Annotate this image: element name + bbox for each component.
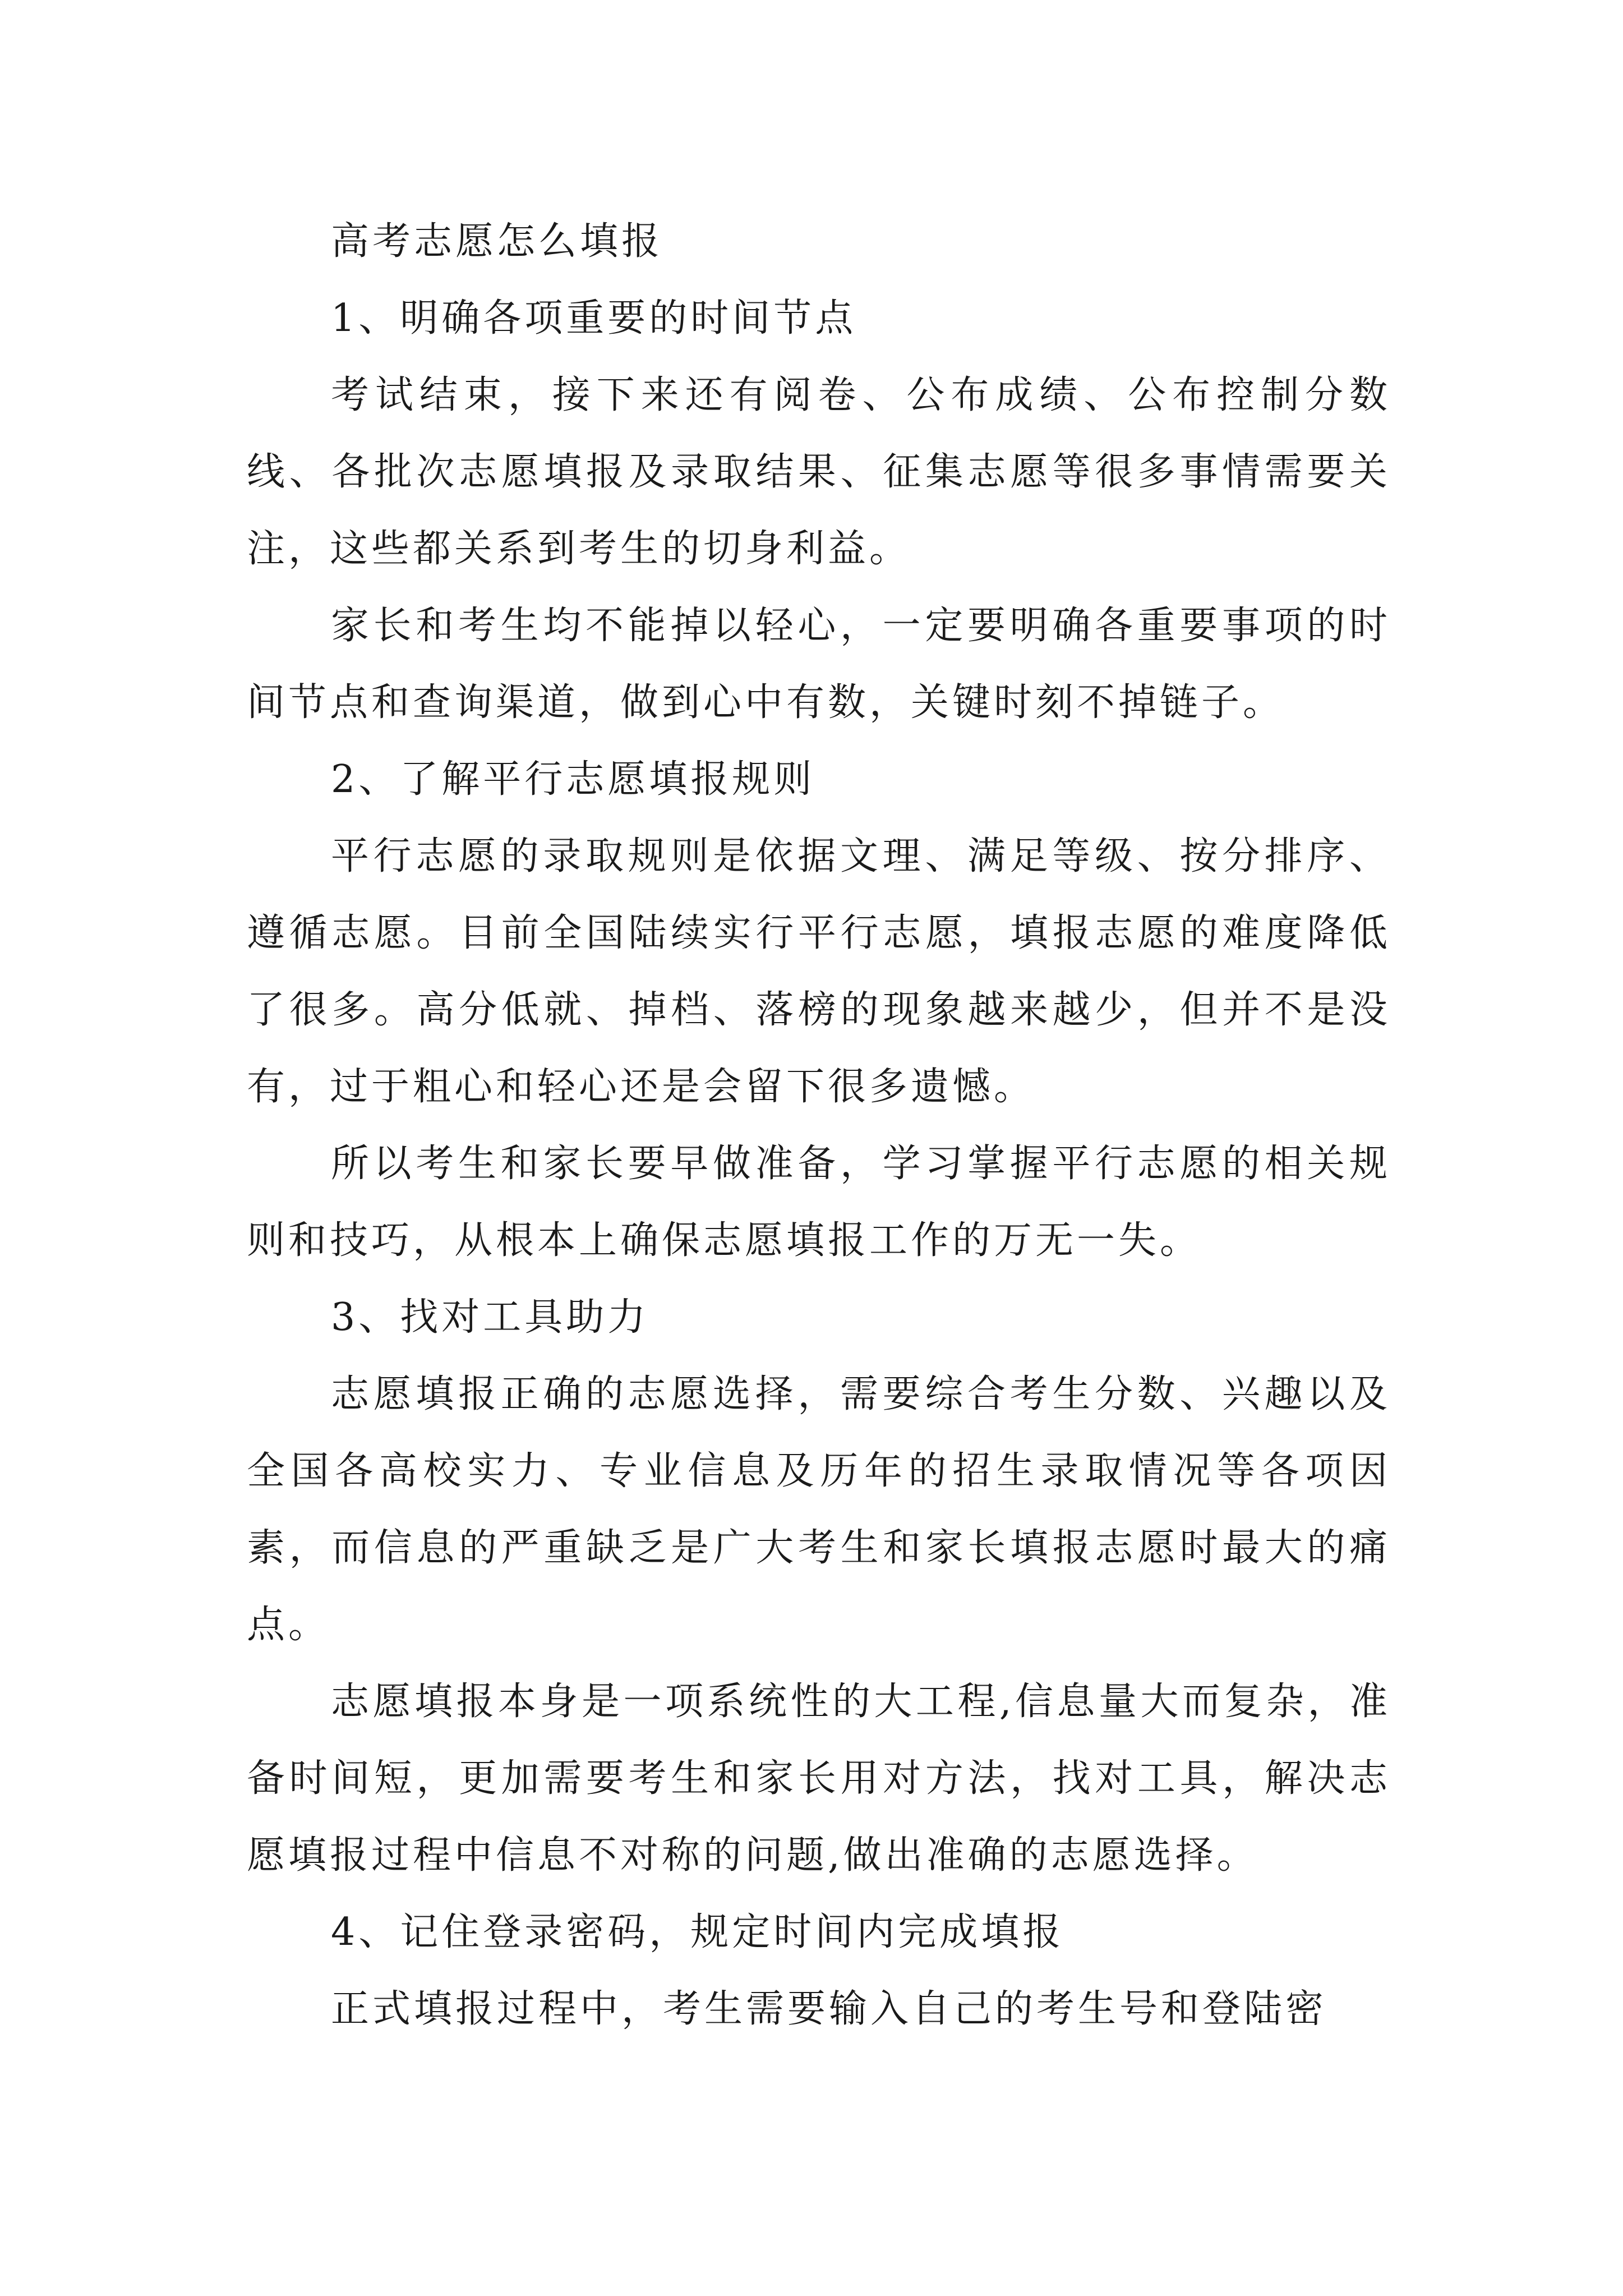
document-body <box>247 203 1391 2047</box>
paragraph: 家长和考生均不能掉以轻心，一定要明确各重要事项的时间节点和查询渠道，做到心中有数，关键时刻不掉链子。 <box>247 604 1391 725</box>
section-heading-4: 4、记住登录密码，规定时间内完成填报 <box>331 1910 1064 1954</box>
section-heading-1: 1、明确各项重要的时间节点 <box>331 296 857 341</box>
paragraph: 志愿填报本身是一项系统性的大工程,信息量大而复杂，准备时间短，更加需要考生和家长用对方法，找对工具，解决志愿填报过程中信息不对称的问题,做出准确的志愿选择。 <box>247 1680 1391 1878</box>
paragraph: 平行志愿的录取规则是依据文理、满足等级、按分排序、遵循志愿。目前全国陆续实行平行志愿，填报志愿的难度降低了很多。高分低就、掉档、落榜的现象越来越少，但并不是没有，过于粗心和轻心还是会留下很多遗憾。 <box>247 834 1391 1109</box>
section-heading-2: 2、了解平行志愿填报规则 <box>331 757 815 802</box>
paragraph: 所以考生和家长要早做准备，学习掌握平行志愿的相关规则和技巧，从根本上确保志愿填报工作的万无一失。 <box>247 1142 1391 1263</box>
paragraph: 正式填报过程中，考生需要输入自己的考生号和登陆密 <box>331 1987 1327 2031</box>
document-title: 高考志愿怎么填报 <box>331 219 663 264</box>
paragraph: 考试结束，接下来还有阅卷、公布成绩、公布控制分数线、各批次志愿填报及录取结果、征集志愿等很多事情需要关注，这些都关系到考生的切身利益。 <box>247 373 1391 571</box>
section-heading-3: 3、找对工具助力 <box>331 1295 649 1340</box>
paragraph: 志愿填报正确的志愿选择，需要综合考生分数、兴趣以及全国各高校实力、专业信息及历年的招生录取情况等各项因素，而信息的严重缺乏是广大考生和家长填报志愿时最大的痛点。 <box>247 1372 1391 1647</box>
